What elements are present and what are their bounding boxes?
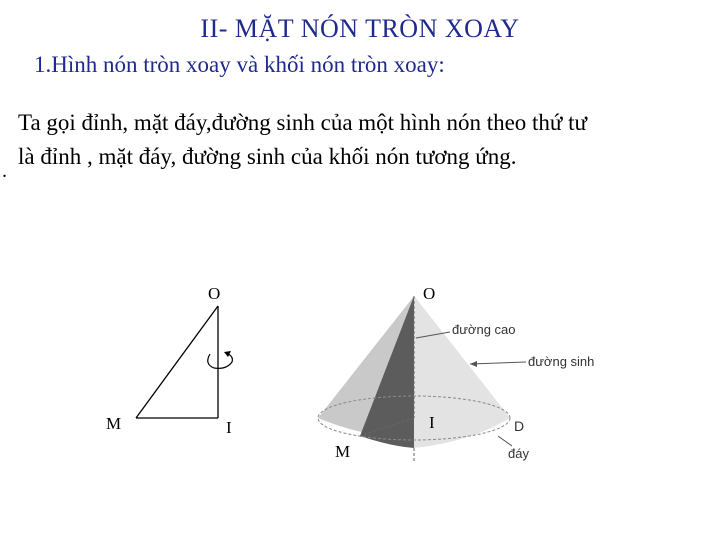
cone-point-m-label: M: [335, 442, 351, 461]
cone-apex-label: O: [423, 284, 436, 303]
slide-title: II- MẶT NÓN TRÒN XOAY: [200, 14, 520, 43]
rotation-arrow-icon: [208, 351, 233, 368]
bullet-dot: .: [2, 160, 7, 182]
section-heading: 1.Hình nón tròn xoay và khối nón tròn xoay:: [34, 52, 445, 77]
body-text-line-1: Ta gọi đỉnh, mặt đáy,đường sinh của một hình nón theo thứ tư: [18, 110, 588, 135]
generatrix-pointer: [470, 362, 526, 364]
triangle-vertex-i-label: I: [226, 418, 232, 437]
cone-illustration: [318, 296, 526, 462]
triangle-apex-label: O: [208, 284, 221, 303]
generatrix-arrowhead: [470, 361, 477, 367]
point-d-annotation: D: [514, 418, 525, 434]
height-annotation: đường cao: [452, 322, 516, 337]
cone-center-label: I: [429, 413, 435, 432]
base-annotation: đáy: [508, 446, 529, 461]
generatrix-annotation: đường sinh: [528, 354, 595, 369]
base-pointer: [498, 436, 512, 446]
triangle-vertex-m-label: M: [106, 414, 122, 433]
triangle-hypotenuse: [136, 306, 218, 418]
body-text-line-2: là đỉnh , mặt đáy, đường sinh của khối nón tương ứng.: [18, 144, 517, 169]
